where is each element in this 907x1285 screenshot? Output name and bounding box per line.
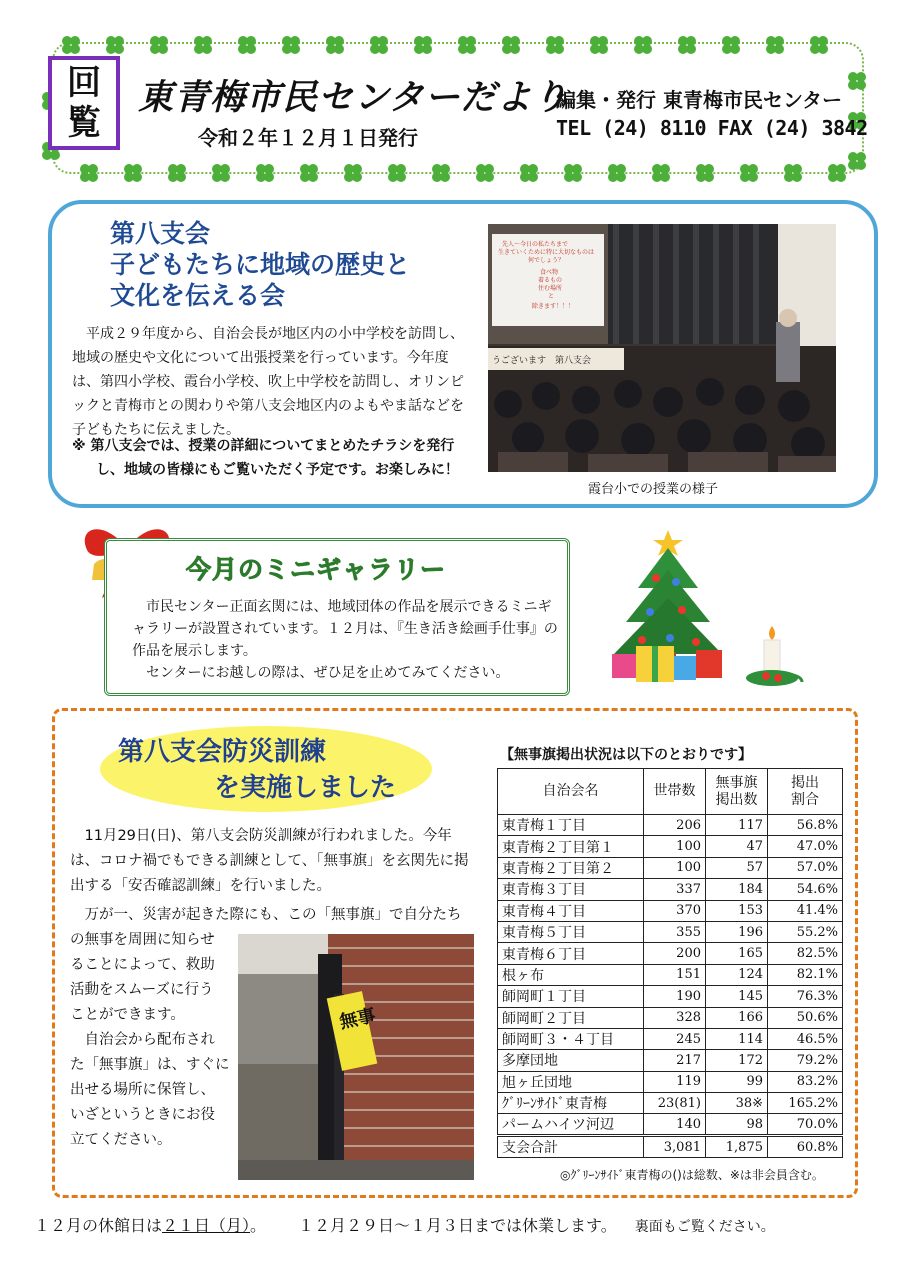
clover-icon [254,162,276,184]
closed-day: ２１日（月） [162,1216,251,1235]
value-cell: 23(81) [644,1093,706,1114]
title-line: 子どもたちに地域の歴史と [110,250,411,279]
history-class-body: 平成２９年度から、自治会長が地区内の小中学校を訪問し、地域の歴史や文化について出張授業を行っています。今年度は、第四小学校、霞台小学校、吹上中学校を訪問し、オリンピックと青梅市との関わりや第八支会地区内のよもやま話などを子どもたちに伝えました。 [72,326,464,438]
value-cell: 41.4% [768,900,843,921]
value-cell: 184 [706,879,768,900]
value-cell: 38※ [706,1093,768,1114]
christmas-tree-icon [606,526,730,688]
gallery-paragraph: センターにお越しの際は、ぜひ足を止めてみてください。 [146,665,510,681]
clover-icon [78,162,100,184]
title-line: 第八支会防災訓練 [118,737,327,767]
back-page-notice: 裏面もご覧ください。 [634,1219,775,1235]
value-cell: 1,875 [706,1136,768,1158]
flag-text: 無事 [337,1005,378,1034]
table-header-row [498,769,843,815]
value-cell: 190 [644,986,706,1007]
value-cell: 165 [706,943,768,964]
circulation-stamp-char: 覧 [67,103,101,143]
contact-numbers: TEL (24) 8110 FAX (24) 3842 [556,116,868,140]
photo-caption: 霞台小での授業の様子 [588,482,719,497]
value-cell: 245 [644,1028,706,1049]
value-cell: 76.3% [768,986,843,1007]
clover-icon [386,162,408,184]
clover-icon [210,162,232,184]
drill-title [118,734,396,806]
table-row [498,921,843,942]
closed-suffix: 。 [250,1216,267,1235]
value-cell: 153 [706,900,768,921]
clover-icon [122,162,144,184]
association-name-cell: 根ヶ布 [498,964,644,985]
association-name-cell: ｸﾞﾘｰﾝｻｲﾄﾞ東青梅 [498,1093,644,1114]
candle-icon [744,622,806,694]
clover-icon [456,34,478,56]
clover-icon [632,34,654,56]
association-name-cell: 旭ヶ丘団地 [498,1071,644,1092]
text-line: 立てください。 [70,1132,172,1148]
clover-icon [606,162,628,184]
screen-text: 先人～今日の私たちまで [502,241,569,248]
column-header: 無事旗 掲出数 [706,769,768,815]
clover-icon [192,34,214,56]
text-line: の無事を周囲に知らせ [70,932,215,948]
title-line: 文化を伝える会 [110,281,286,310]
flag-status-table [497,768,843,1158]
table-row [498,815,843,836]
clover-icon [368,34,390,56]
value-cell: 54.6% [768,879,843,900]
value-cell: 100 [644,857,706,878]
value-cell: 206 [644,815,706,836]
association-name-cell: 東青梅５丁目 [498,921,644,942]
association-name-cell: 多摩団地 [498,1050,644,1071]
table-row [498,986,843,1007]
text-line: ることによって、救助 [70,957,215,973]
value-cell: 370 [644,900,706,921]
table-row [498,857,843,878]
clover-icon [846,70,868,92]
clover-icon [500,34,522,56]
table-row [498,900,843,921]
drill-paragraph-narrow [70,928,238,1153]
screen-text: 食べ物 [540,269,559,276]
clover-icon [474,162,496,184]
clover-icon [412,34,434,56]
text-line: 出せる場所に保管し、 [70,1082,215,1098]
table-row [498,1050,843,1071]
clover-icon [720,34,742,56]
title-line: 第八支会 [110,219,211,248]
text-line: いざというときにお役 [70,1107,215,1123]
column-header: 自治会名 [498,769,644,815]
value-cell: 117 [706,815,768,836]
value-cell: 50.6% [768,1007,843,1028]
association-name-cell: パームハイツ河辺 [498,1114,644,1136]
table-row [498,1028,843,1049]
value-cell: 337 [644,879,706,900]
screen-text: と [548,293,555,300]
value-cell: 151 [644,964,706,985]
table-row [498,943,843,964]
value-cell: 46.5% [768,1028,843,1049]
clover-icon [148,34,170,56]
closed-prefix: １２月の休館日は [34,1216,163,1235]
clover-icon [324,34,346,56]
screen-text: 生きていくために特に大切なものは [498,249,595,256]
clover-icon [280,34,302,56]
drill-paragraph: 万が一、災害が起きた際にも、この「無事旗」で自分たち [84,907,462,923]
value-cell: 114 [706,1028,768,1049]
value-cell: 57 [706,857,768,878]
table-row [498,879,843,900]
circulation-stamp-char: 回 [67,63,101,103]
clover-icon [846,150,868,172]
association-name-cell: 東青梅２丁目第２ [498,857,644,878]
clover-icon [298,162,320,184]
clover-icon [166,162,188,184]
table-note: ◎ｸﾞﾘｰﾝｻｲﾄﾞ東青梅の()は総数、※は非会員含む。 [560,1168,824,1182]
footer-notice [34,1213,775,1236]
mini-gallery-title: 今月のミニギャラリー [186,555,447,584]
publisher: 編集・発行 東青梅市民センター [556,88,843,112]
association-name-cell: 東青梅３丁目 [498,879,644,900]
value-cell: 57.0% [768,857,843,878]
clover-icon [60,34,82,56]
clover-icon [430,162,452,184]
table-row [498,836,843,857]
association-name-cell: 東青梅１丁目 [498,815,644,836]
table-row [498,1093,843,1114]
screen-text: 何でしょう？ [528,257,565,264]
screen-text: 着るもの [538,277,563,284]
clover-icon [562,162,584,184]
value-cell: 3,081 [644,1136,706,1158]
table-caption: 【無事旗掲出状況は以下のとおりです】 [500,747,752,763]
association-name-cell: 支会合計 [498,1136,644,1158]
value-cell: 196 [706,921,768,942]
value-cell: 140 [644,1114,706,1136]
column-header: 世帯数 [644,769,706,815]
value-cell: 82.5% [768,943,843,964]
value-cell: 165.2% [768,1093,843,1114]
value-cell: 217 [644,1050,706,1071]
value-cell: 83.2% [768,1071,843,1092]
issue-date: 令和２年１２月１日発行 [198,126,418,150]
banner-text: うございます 第八支会 [492,356,592,366]
value-cell: 55.2% [768,921,843,942]
value-cell: 98 [706,1114,768,1136]
newsletter-title: 東青梅市民センターだより [138,78,569,118]
value-cell: 119 [644,1071,706,1092]
circulation-stamp [48,56,120,150]
clover-icon [764,34,786,56]
title-line: を実施しました [214,773,397,803]
association-name-cell: 師岡町２丁目 [498,1007,644,1028]
safety-flag-photo [238,934,474,1180]
gallery-paragraph: 市民センター正面玄関には、地域団体の作品を展示できるミニギャラリーが設置されています。１２月は、『生き活き絵画手仕事』の作品を展示します。 [132,599,558,659]
table-row [498,1007,843,1028]
association-name-cell: 東青梅２丁目第１ [498,836,644,857]
association-name-cell: 師岡町１丁目 [498,986,644,1007]
clover-icon [676,34,698,56]
value-cell: 100 [644,836,706,857]
value-cell: 79.2% [768,1050,843,1071]
clover-icon [588,34,610,56]
clover-icon [826,162,848,184]
drill-paragraph: 11月29日(日)、第八支会防災訓練が行われました。今年は、コロナ禍でもできる訓練として、「無事旗」を玄関先に掲出する「安否確認訓練」を行いました。 [70,828,469,894]
mini-gallery-body [132,596,558,684]
holiday-notice: １２月２９日～１月３日までは休業します。 [298,1216,617,1235]
value-cell: 99 [706,1071,768,1092]
classroom-photo [488,224,836,472]
association-name-cell: 師岡町３・４丁目 [498,1028,644,1049]
value-cell: 82.1% [768,964,843,985]
clover-icon [544,34,566,56]
clover-icon [518,162,540,184]
clover-icon [342,162,364,184]
screen-text: 住む場所 [538,285,563,292]
text-line: 活動をスムーズに行う [70,982,214,998]
history-class-note: ※ 第八支会では、授業の詳細についてまとめたチラシを発行し、地域の皆様にもご覧いただく予定です。お楽しみに！ [72,438,459,478]
text-line: た「無事旗」は、すぐに [70,1057,230,1073]
value-cell: 145 [706,986,768,1007]
value-cell: 70.0% [768,1114,843,1136]
clover-icon [738,162,760,184]
clover-icon [782,162,804,184]
association-name-cell: 東青梅４丁目 [498,900,644,921]
table-row [498,1071,843,1092]
value-cell: 200 [644,943,706,964]
clover-icon [694,162,716,184]
column-header: 掲出 割合 [768,769,843,815]
value-cell: 47 [706,836,768,857]
clover-icon [808,34,830,56]
value-cell: 47.0% [768,836,843,857]
text-line: 自治会から配布され [84,1032,215,1048]
value-cell: 60.8% [768,1136,843,1158]
table-row [498,964,843,985]
clover-icon [650,162,672,184]
table-total-row [498,1136,843,1158]
clover-icon [236,34,258,56]
screen-text: 除きます！！！ [532,303,575,310]
text-line: ことができます。 [70,1007,185,1023]
value-cell: 56.8% [768,815,843,836]
history-class-title [110,218,410,311]
value-cell: 124 [706,964,768,985]
association-name-cell: 東青梅６丁目 [498,943,644,964]
value-cell: 328 [644,1007,706,1028]
table-row [498,1114,843,1136]
value-cell: 355 [644,921,706,942]
clover-icon [104,34,126,56]
value-cell: 166 [706,1007,768,1028]
value-cell: 172 [706,1050,768,1071]
